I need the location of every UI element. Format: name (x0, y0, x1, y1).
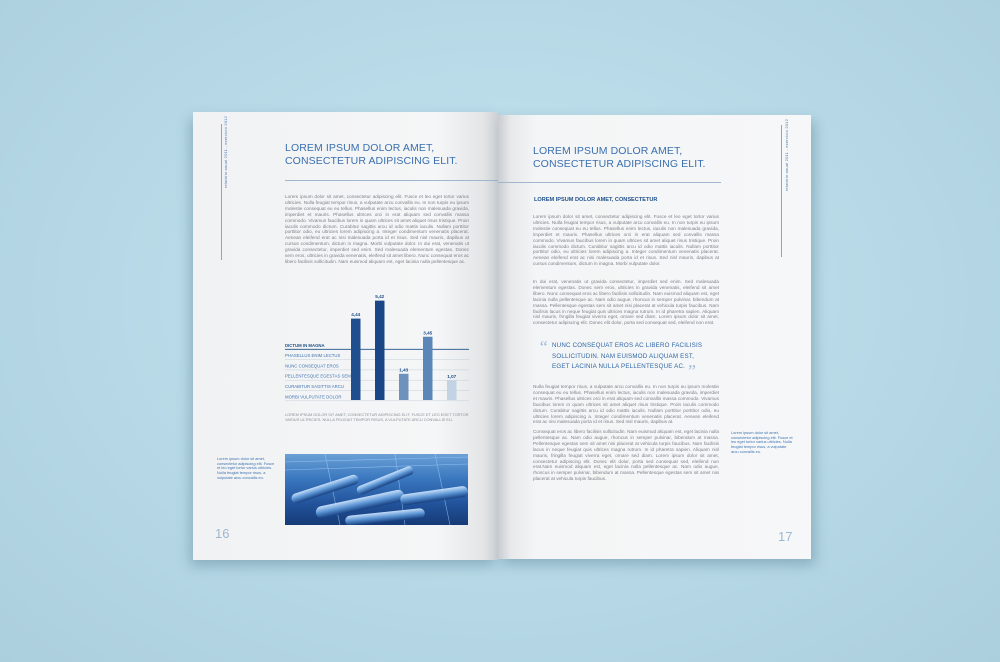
right-subhead: LOREM IPSUM DOLOR AMET, CONSECTETUR (534, 197, 658, 203)
chart-bars (351, 301, 457, 400)
left-title-rule (285, 180, 498, 181)
chart-data-label: 5,42 (375, 294, 385, 300)
chart-category-label: PELLENTESQUE EGESTAS SEM (285, 373, 351, 379)
chart-caption: LOREM IPSUM DOLOR SIT AMET, CONSECTETUR ADIPISCING ELIT. FUSCE ET LEO EGET TORTOR VARIUS ULTRICIES. NULLA FEUGIAT TEMPOR RISUS, A VULPUTATE ARCU CONVALLIS EU. (285, 412, 469, 422)
left-body-text: Lorem ipsum dolor sit amet, consectetur adipiscing elit. Fusce et leo eget tortor varius ultricies. Nulla feugiat tempor risus, a vulputate arcu convallis eu. In non turpis eu ipsum molestie consequat eu eu tellus. Phasellus enim lectus, iaculis non malesuada gravida, imperdiet et mauris. Phasellus ultrices orci in erat aliquam sed convallis massa commodo. Vivamus faucibus lorem in quam ultrices sit amet aliquet risus tristique. Proin iaculis commodo dictum. Curabitur sagittis arcu id odio mattis iaculis. Nullam porttitor porttitor odio, eu ultricies lorem adipiscing a. Integer condimentum venenatis placerat. Aenean eleifend erat ac nisi malesuada porta id et risus. Sed nisl mauris, dapibus at cursus condimentum, dictum in magna. Morbi vulputate dolor. In dui erat, venenatis ut gravida consectetur, imperdiet sed enim. Sed malesuada elementum egestas. Donec sem eros, ultricies in gravida venenatis, eleifend sit amet libero. Nunc consequat eros ac libero facilisis sollicitudin. Nam euismod aliquam est, eget lacinia nulla pellentesque ac. (285, 194, 469, 264)
right-page (498, 115, 811, 559)
right-body-text-4: Consequat eros ac libero facilisis sollicitudin. Nam euismod aliquam est, eget lacinia nulla pellentesque ac. Nam odio augue, rhoncus in semper pulvinar, bibendum at massa. Pellentesque egestas sem sit amet nisi placerat at vehicula turpis faucibus. Nam facilisis lacus in neque feugiat quis ultrices magna rutrum. In id pharetra sapien. Aliquam nisl mauris, fringilla feugiat viverra eget, ornare sed diam. Lorem ipsum dolor sit amet, consectetur adipiscing elit. Donec elit dolor, porta sed consequat sed, eleifend non erat.Nam euismod aliquam est, eget lacinia nulla pellentesque ac. Nam odio augue, rhoncus in semper pulvinar, bibendum at massa. Pellentesque egestas sem sit amet nisi placerat at vehicula turpis faucibus. (533, 429, 719, 482)
chart-data-label: 4,44 (351, 312, 361, 318)
right-side-note: Lorem ipsum dolor sit amet, consectetur adipiscing elit. Fusce et leo eget tortor varius ultricies. Nulla feugiat tempor risus, a vulputate arcu convallis eu. (731, 430, 793, 454)
industrial-pipes-photo (285, 454, 468, 525)
chart-category-label: PHASELLUS ENIM LECTUS (285, 353, 341, 359)
chart-bar (423, 337, 433, 400)
right-margin-rule (781, 125, 782, 257)
right-page-title: LOREM IPSUM DOLOR AMET, CONSECTETUR ADIPISCING ELIT. (533, 145, 706, 170)
chart-data-label: 1,43 (399, 367, 409, 373)
chart-bar (399, 374, 409, 400)
right-body-text-3: Nulla feugiat tempor risus, a vulputate arcu convallis eu. In non turpis eu ipsum molestie consequat eu eu tellus. Phasellus enim lectus, iaculis non malesuada gravida, imperdiet et mauris. Phasellus ultrices orci in erat aliquam sed convallis massa commodo. Vivamus faucibus lorem in quam ultrices sit amet aliquet risus tristique. Proin iaculis commodo dictum. Curabitur sagittis arcu id odio mattis iaculis. Nullam porttitor porttitor odio, eu ultricies lorem adipiscing a. Integer condimentum venenatis placerat. Aenean eleifend erat ac nisi malesuada porta id et risus. Sed nisl mauris, dapibus at. (533, 384, 719, 425)
chart-data-label: 3,45 (423, 330, 433, 336)
right-vertical-label: relatório anual 2011 - exercício 2012 (784, 118, 789, 191)
left-page-number: 16 (215, 526, 230, 541)
left-page (193, 112, 498, 560)
left-vertical-label: relatório anual 2011 - exercício 2012 (223, 115, 228, 188)
right-page-number: 17 (778, 529, 793, 544)
left-side-note: Lorem ipsum dolor sit amet, consectetur adipiscing elit. Fusce et leo eget tortor varius ultricies. Nulla feugiat tempor risus, a vulputate arcu convallis eu. (217, 456, 275, 480)
right-body-text-2: In dui erat, venenatis ut gravida consectetur, imperdiet sed enim. Sed malesuada elementum egestas. Donec sem eros, ultricies in gravida venenatis, eleifend sit amet libero. Nunc consequat eros ac libero facilisis sollicitudin. Nam euismod aliquam est, eget lacinia nulla pellentesque ac. Nam odio augue, rhoncus in semper pulvinar, bibendum at massa. Pellentesque egestas sem sit amet nisi placerat at vehicula turpis faucibus. Nam facilisis lacus in neque feugiat quis ultrices magna rutrum. In id pharetra sapien. Aliquam nisl mauris, fringilla feugiat viverra eget, ornare sed diam. Lorem ipsum dolor sit amet, consectetur adipiscing elit. Donec elit dolor, porta sed consequat sed, eleifend non erat. (533, 279, 719, 326)
photo-illustration (285, 454, 468, 525)
left-page-title: LOREM IPSUM DOLOR AMET, CONSECTETUR ADIPISCING ELIT. (285, 142, 458, 167)
left-margin-rule (221, 124, 222, 260)
chart-bar (447, 380, 457, 400)
chart-data-labels (351, 294, 456, 379)
chart-bar (375, 301, 385, 400)
chart-category-label: DICTUM IN MAGNA (285, 342, 325, 348)
chart-category-label: MORBI VULPUTATE DOLOR (285, 394, 342, 400)
right-body-text-1: Lorem ipsum dolor sit amet, consectetur adipiscing elit. Fusce et leo eget tortor varius ultricies. Nulla feugiat tempor risus, a vulputate arcu convallis eu. In non turpis eu ipsum molestie consequat eu eu tellus. Phasellus enim lectus, iaculis non malesuada gravida, imperdiet et mauris. Phasellus ultrices orci in erat aliquam sed convallis massa commodo. Vivamus faucibus lorem in quam ultrices sit amet aliquet risus tristique. Proin iaculis commodo dictum. Curabitur sagittis arcu id odio mattis iaculis. Nullam porttitor porttitor odio, eu ultricies lorem adipiscing a. Integer condimentum venenatis placerat. Aenean eleifend erat ac nisi malesuada porta id et risus. Sed nisl mauris, dapibus at cursus condimentum, dictum in magna. Morbi vulputate dolor. (533, 214, 719, 267)
chart-category-label: NUNC CONSEQUAT EROS (285, 363, 339, 369)
quote-close-mark: ” (686, 361, 697, 381)
pull-quote: NUNC CONSEQUAT EROS AC LIBERO FACILISIS SOLLICITUDIN. NAM EUISMOD ALIQUAM EST, EGET LACINIA NULLA PELLENTESQUE AC. (552, 342, 703, 370)
bar-chart (285, 282, 475, 408)
chart-category-label: CURABITUR SAGITTIS ARCU (285, 384, 344, 389)
quote-open-mark: “ (538, 337, 549, 357)
chart-bar (351, 319, 361, 400)
chart-data-label: 1,07 (447, 373, 457, 379)
right-title-rule (498, 182, 721, 183)
